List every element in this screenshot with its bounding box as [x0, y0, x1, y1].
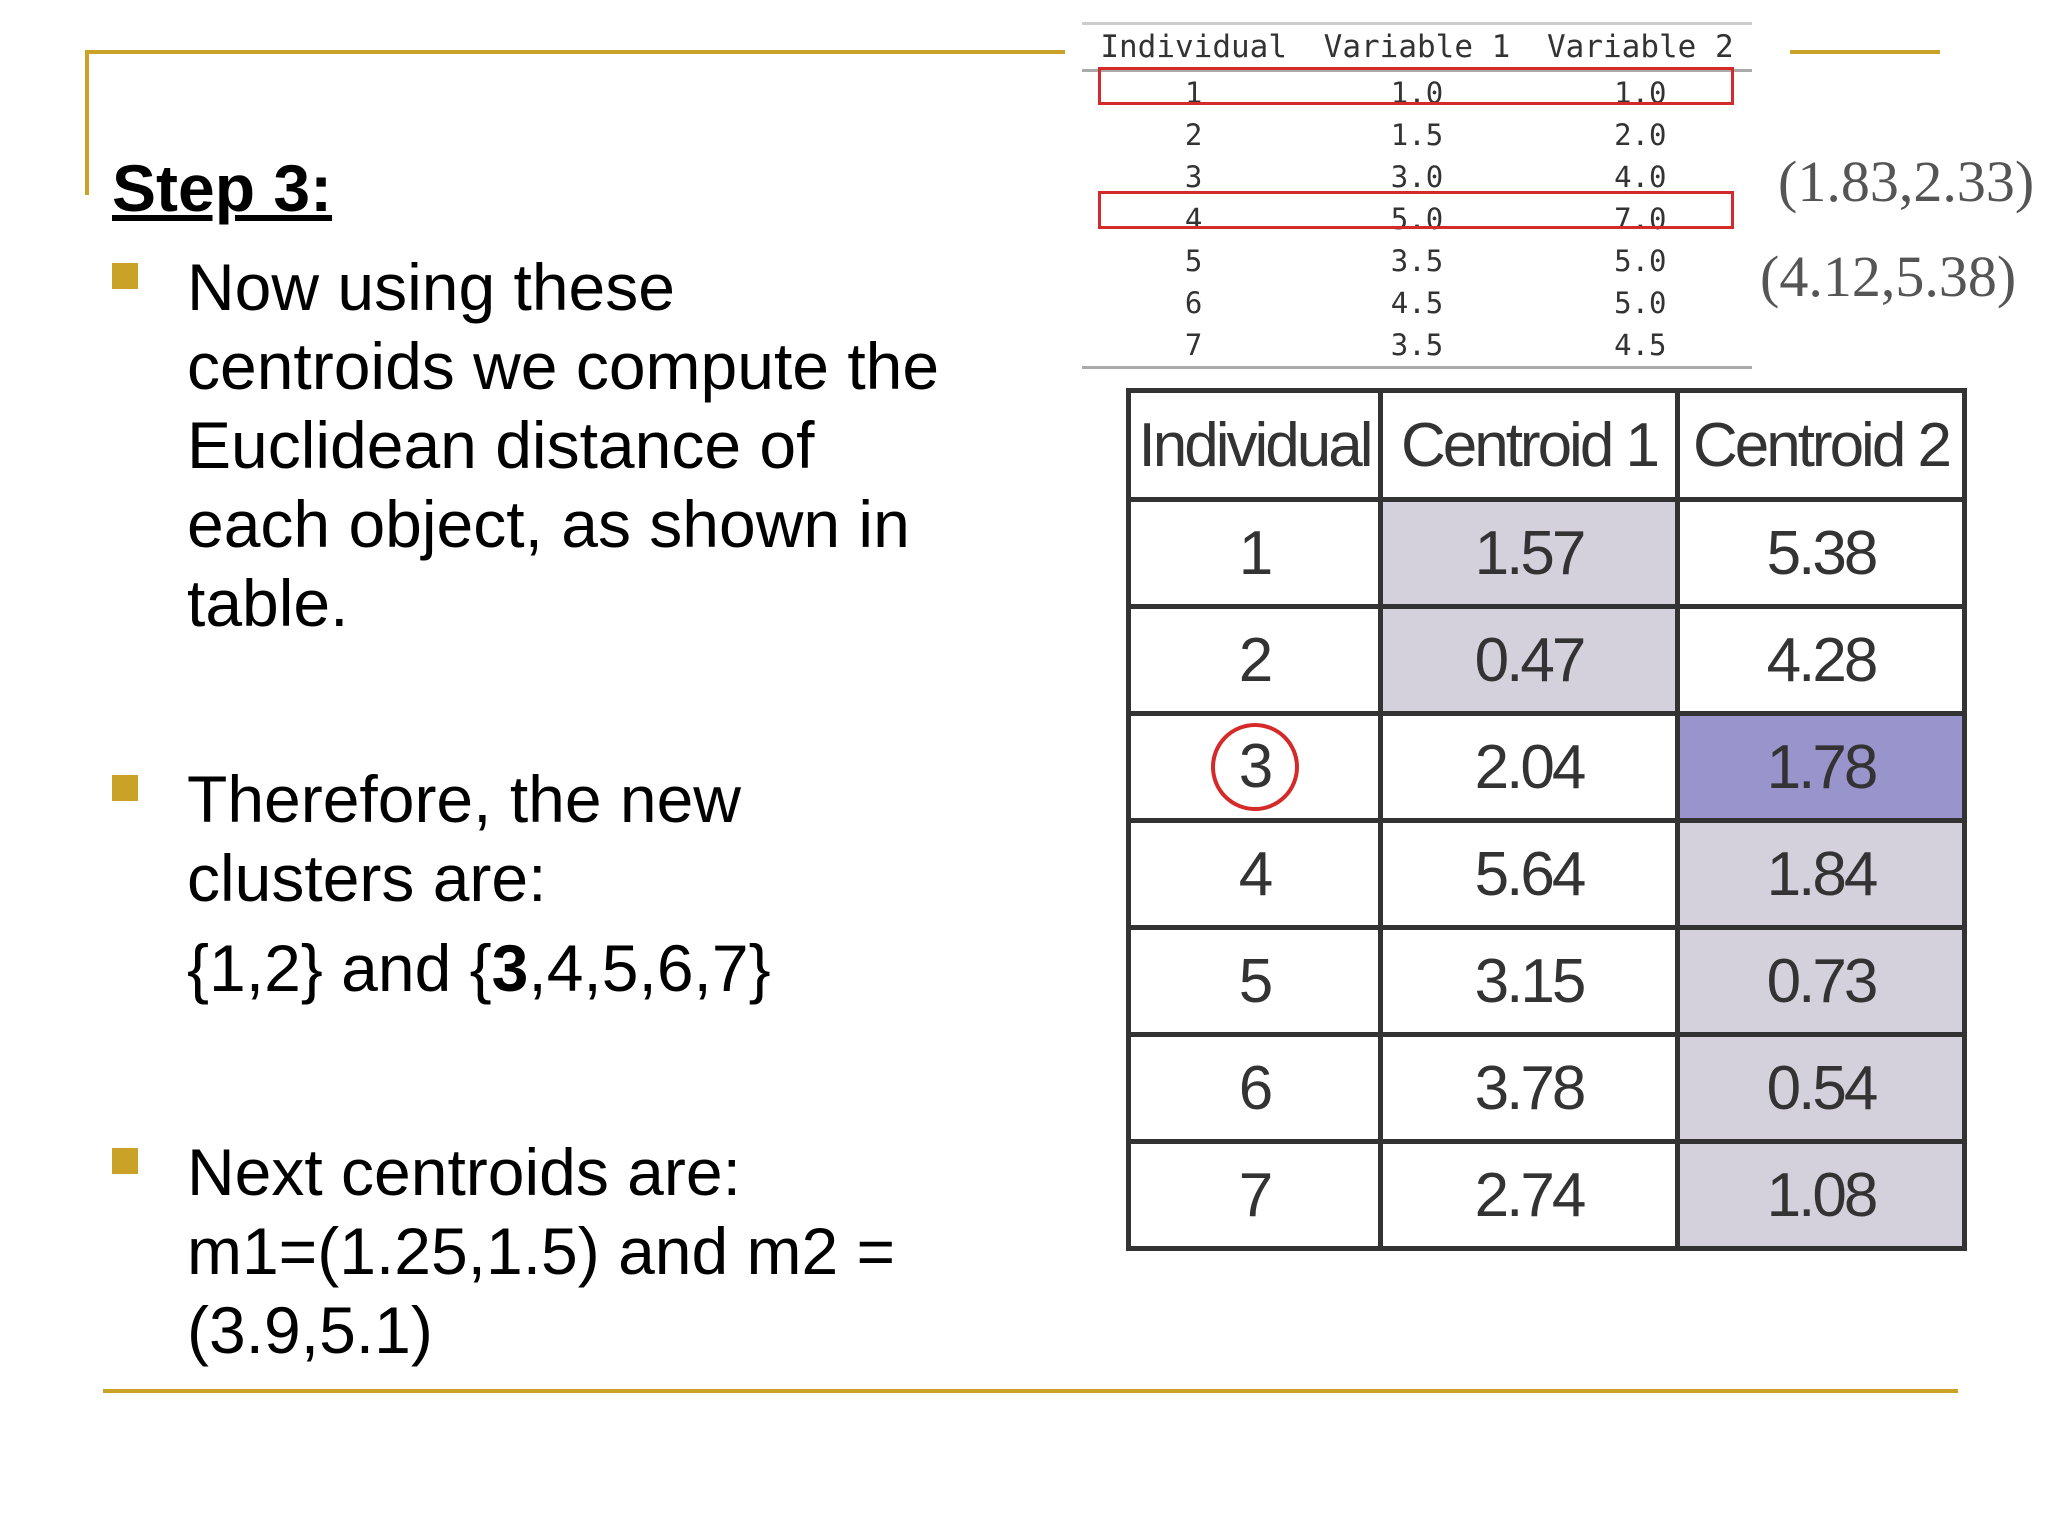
centroid-2-cell: 1.78 [1678, 714, 1965, 821]
centroid-1-cell: 1.57 [1381, 500, 1678, 607]
data-table-header: Variable 1 [1305, 24, 1528, 71]
bullet-1-line-4: each object, as shown in [187, 487, 910, 561]
centroid-1-cell: 2.74 [1381, 1142, 1678, 1249]
data-table [1082, 22, 1752, 369]
data-cell: 6 [1184, 286, 1203, 320]
centroid-2-cell: 1.84 [1678, 821, 1965, 928]
centroid-1-label: (1.83,2.33) [1778, 149, 2035, 214]
distance-table-row [1129, 1035, 1965, 1142]
centroid-1-cell: 0.47 [1381, 607, 1678, 714]
cluster-sets-bold: 3 [491, 931, 529, 1005]
individual-cell: 2 [1129, 607, 1381, 714]
data-table-header: Variable 2 [1529, 24, 1752, 71]
individual-cell [1129, 714, 1381, 821]
data-cell: 1.5 [1390, 118, 1444, 152]
centroid-2-cell: 1.08 [1678, 1142, 1965, 1249]
distance-table-header: Centroid 2 [1678, 391, 1965, 500]
centroid-2-label: (4.12,5.38) [1760, 244, 2017, 309]
centroid-2-cell: 5.38 [1678, 500, 1965, 607]
distance-table-row [1129, 821, 1965, 928]
left-rule-vertical [85, 50, 89, 195]
bullet-2-line-1: Therefore, the new [187, 762, 741, 836]
distance-table-row [1129, 1142, 1965, 1249]
bullet-marker-icon [112, 775, 138, 801]
individual-cell: 1 [1129, 500, 1381, 607]
bullet-2-text [187, 760, 741, 918]
bullet-2-line-2: clusters are: [187, 841, 547, 915]
data-cell: 1.0 [1390, 76, 1444, 110]
distance-table-row [1129, 714, 1965, 821]
circled-individual: 3 [1211, 723, 1299, 811]
data-cell: 1.0 [1614, 76, 1667, 110]
bullet-marker-icon [112, 1148, 138, 1174]
data-cell: 5.0 [1390, 202, 1444, 236]
data-cell: 5 [1184, 244, 1203, 278]
bullet-1-text [187, 248, 939, 643]
data-cell: 1 [1184, 76, 1203, 110]
bullet-3-line-3: (3.9,5.1) [187, 1293, 433, 1367]
bullet-1-line-3: Euclidean distance of [187, 408, 815, 482]
row-4-highlight-box [1098, 191, 1734, 229]
cluster-sets [187, 930, 771, 1006]
bullet-marker-icon [112, 263, 138, 289]
bullet-1-line-1: Now using these [187, 250, 675, 324]
data-cell: 4.0 [1614, 160, 1667, 194]
distance-table-header: Individual [1129, 391, 1381, 500]
data-cell: 3 [1184, 160, 1203, 194]
individual-cell: 5 [1129, 928, 1381, 1035]
data-cell: 4.5 [1529, 324, 1752, 368]
data-cell: 2.0 [1614, 118, 1667, 152]
bullet-3-line-2: m1=(1.25,1.5) and m2 = [187, 1214, 896, 1288]
centroid-1-cell: 2.04 [1381, 714, 1678, 821]
data-cell: 5.0 [1614, 286, 1667, 320]
slide-title: Step 3: [112, 151, 333, 225]
row-1-highlight-box [1098, 67, 1734, 105]
bullet-1-line-2: centroids we compute the [187, 329, 940, 403]
cluster-sets-part2: ,4,5,6,7} [528, 931, 771, 1005]
top-rule-right [1790, 50, 1940, 54]
data-cell: 3.0 [1390, 160, 1444, 194]
bullet-3-line-1: Next centroids are: [187, 1135, 741, 1209]
data-cell: 5.0 [1614, 244, 1667, 278]
bottom-rule [103, 1389, 1958, 1393]
data-cell: 3.5 [1305, 324, 1528, 368]
distance-table-row [1129, 607, 1965, 714]
data-cell: 3.5 [1390, 244, 1444, 278]
distance-table-row [1129, 928, 1965, 1035]
distance-table [1126, 388, 1967, 1251]
data-cell: 2 [1184, 118, 1203, 152]
top-rule-left [85, 50, 1065, 54]
distance-table-row [1129, 500, 1965, 607]
centroid-1-cell: 3.78 [1381, 1035, 1678, 1142]
centroid-2-cell: 0.73 [1678, 928, 1965, 1035]
data-cell: 4.5 [1390, 286, 1444, 320]
data-cell: 7 [1082, 324, 1305, 368]
bullet-1-line-5: table. [187, 566, 349, 640]
centroid-1-cell: 3.15 [1381, 928, 1678, 1035]
individual-cell: 7 [1129, 1142, 1381, 1249]
centroid-1-cell: 5.64 [1381, 821, 1678, 928]
data-cell: 7.0 [1614, 202, 1667, 236]
data-table-row [1082, 282, 1752, 324]
centroid-2-cell: 4.28 [1678, 607, 1965, 714]
data-table-row [1082, 240, 1752, 282]
data-table-row [1082, 324, 1752, 368]
data-table-header: Individual [1082, 24, 1305, 71]
centroid-2-cell: 0.54 [1678, 1035, 1965, 1142]
individual-cell: 6 [1129, 1035, 1381, 1142]
cluster-sets-part1: {1,2} and { [187, 931, 492, 1005]
data-table-row [1082, 114, 1752, 156]
data-cell: 4 [1184, 202, 1203, 236]
bullet-3-text [187, 1133, 895, 1370]
individual-cell: 4 [1129, 821, 1381, 928]
distance-table-header: Centroid 1 [1381, 391, 1678, 500]
